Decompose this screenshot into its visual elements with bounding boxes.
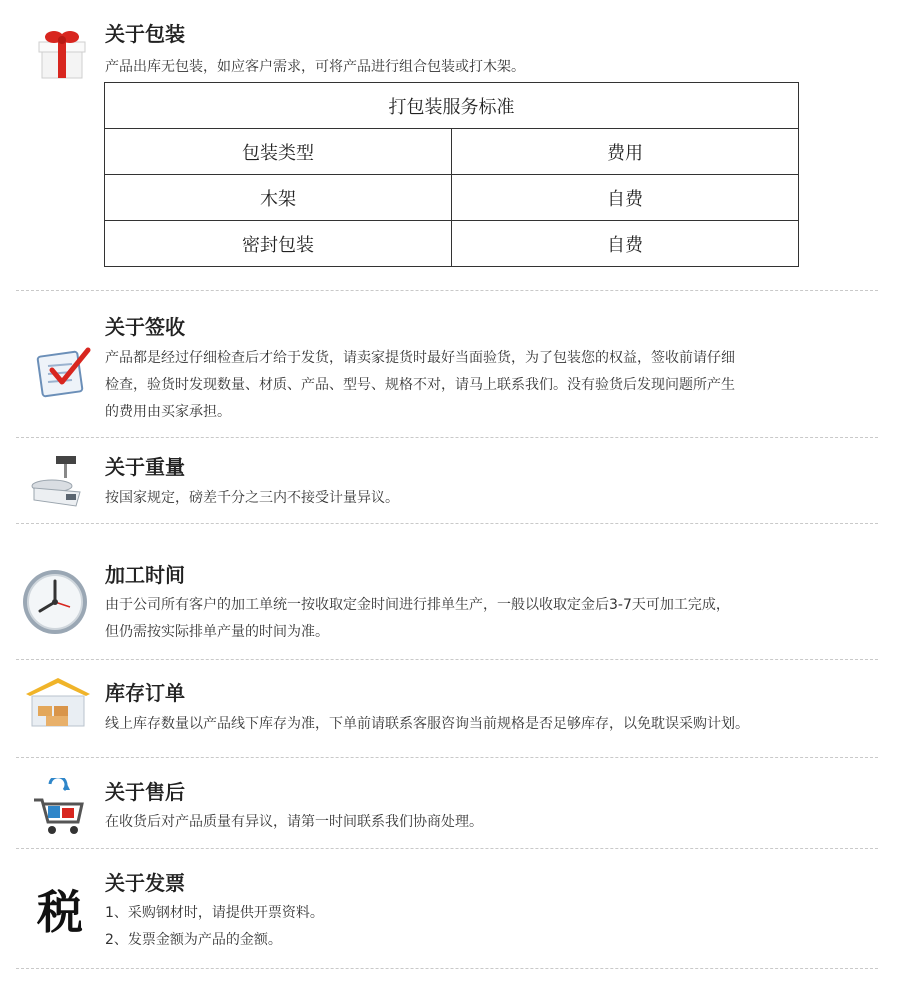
section-title: 库存订单 [105,681,185,705]
divider [16,290,878,291]
section-title: 关于重量 [105,455,185,479]
table-caption: 打包装服务标准 [105,83,799,129]
shopping-cart-icon [30,778,90,838]
section-text: 由于公司所有客户的加工单统一按收取定金时间进行排单生产，一般以收取定金后3-7天可加工完成， [105,597,730,613]
table-caption-row [105,83,799,129]
section-text: 检查，验货时发现数量、材质、产品、型号、规格不对，请马上联系我们。没有验货后发现问题所产生 [105,377,735,393]
section-text: 在收货后对产品质量有异议，请第一时间联系我们协商处理。 [105,814,483,830]
scale-icon [26,452,86,512]
divider [16,659,878,660]
warehouse-icon [24,676,92,728]
table-header-cell: 费用 [452,129,799,175]
table-header-row [105,129,799,175]
packaging-service-table [104,82,799,267]
section-text: 线上库存数量以产品线下库存为准，下单前请联系客服咨询当前规格是否足够库存，以免耽误采购计划。 [105,716,749,732]
section-text: 按国家规定，磅差千分之三内不接受计量异议。 [105,490,399,506]
section-text: 1、采购钢材时，请提供开票资料。 [105,905,324,921]
section-text: 2、发票金额为产品的金额。 [105,932,282,948]
table-cell: 木架 [105,175,452,221]
table-row [105,175,799,221]
table-cell: 自费 [452,175,799,221]
section-title: 关于签收 [105,315,185,339]
gift-box-icon [32,24,92,84]
divider [16,523,878,524]
table-row [105,221,799,267]
divider [16,757,878,758]
divider [16,437,878,438]
table-cell: 自费 [452,221,799,267]
invoice-stamp-glyph: 税 [37,885,83,939]
table-cell: 密封包装 [105,221,452,267]
divider [16,848,878,849]
divider [16,968,878,969]
section-title: 加工时间 [105,563,185,587]
section-text: 产品都是经过仔细检查后才给于发货，请卖家提货时最好当面验货，为了包装您的权益，签收前请仔细 [105,350,735,366]
clock-icon [20,567,90,637]
section-text: 但仍需按实际排单产量的时间为准。 [105,624,329,640]
invoice-stamp-icon [30,880,90,940]
table-header-cell: 包装类型 [105,129,452,175]
section-title: 关于发票 [105,871,185,895]
section-text: 的费用由买家承担。 [105,404,231,420]
checklist-icon [34,340,94,400]
section-title: 关于售后 [105,780,185,804]
section-text: 产品出库无包装，如应客户需求，可将产品进行组合包装或打木架。 [105,59,525,75]
section-title: 关于包装 [105,22,185,46]
